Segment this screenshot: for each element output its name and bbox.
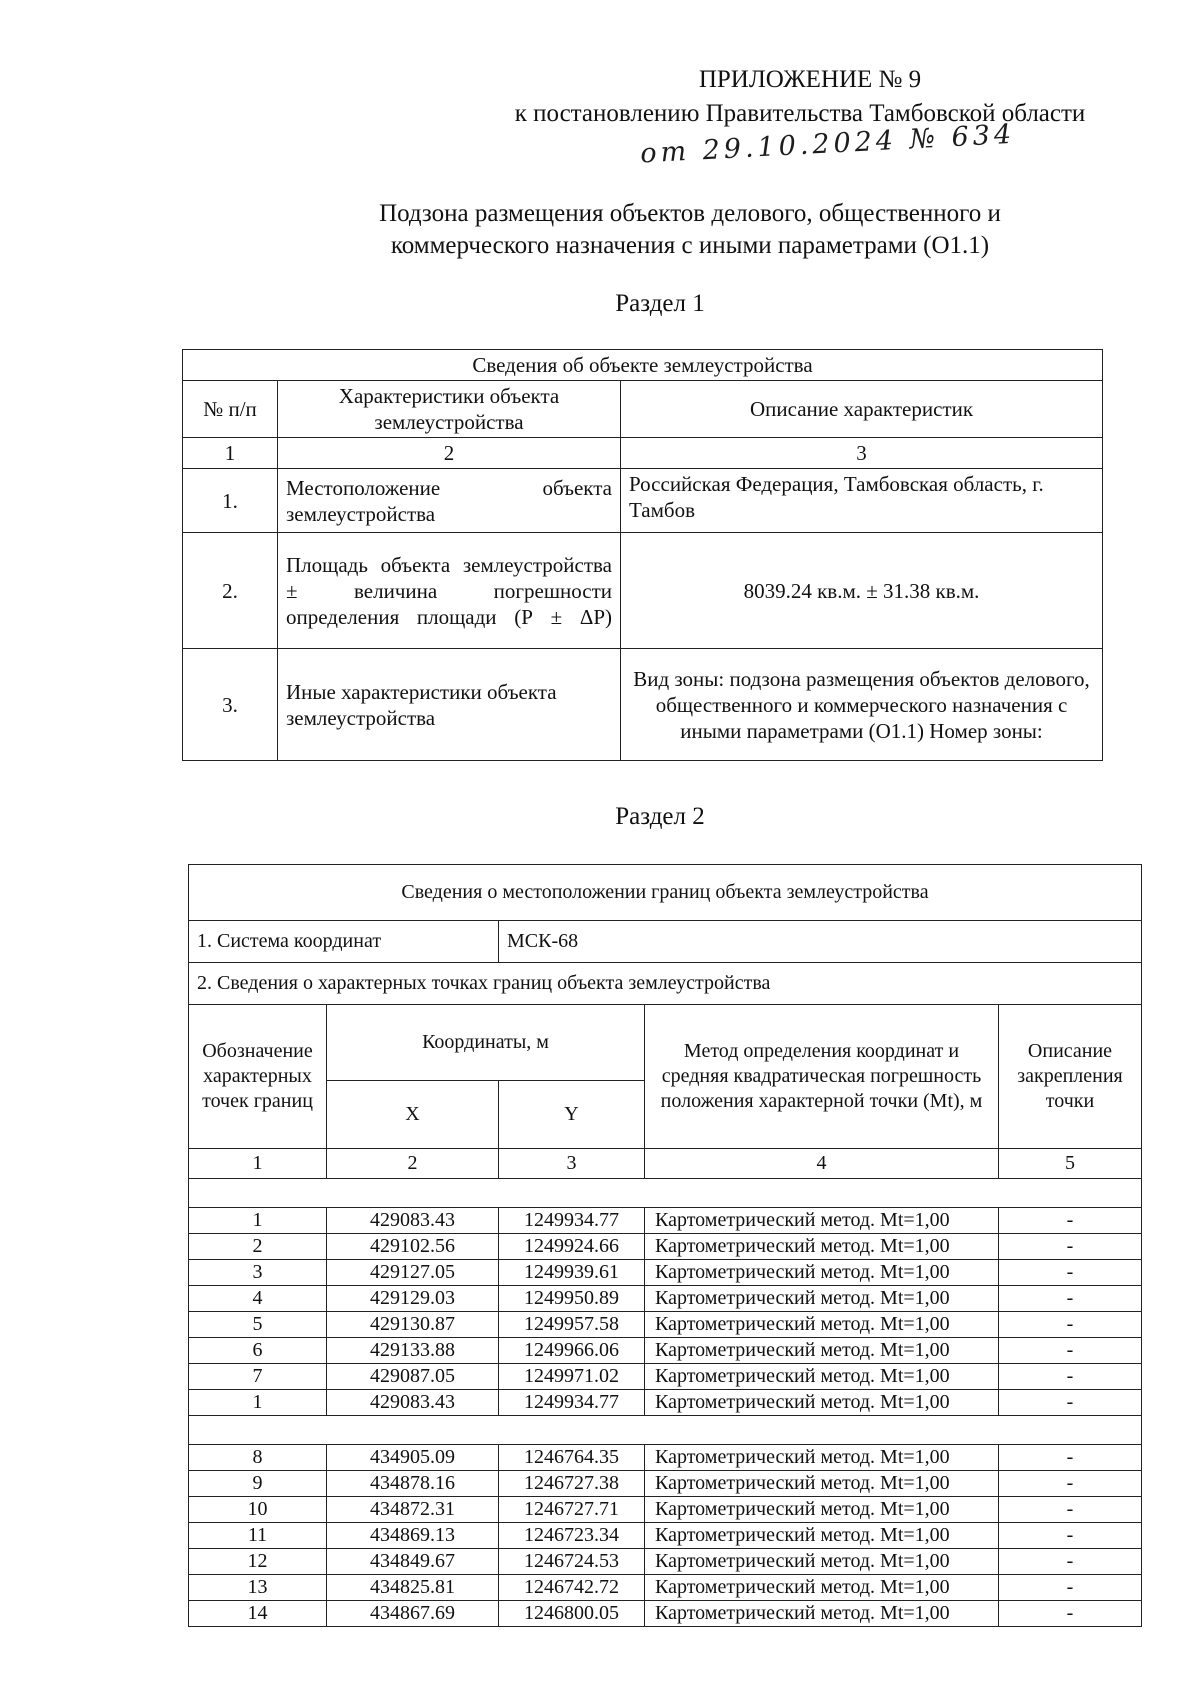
point-number: 5 <box>189 1312 327 1338</box>
point-y: 1246724.53 <box>499 1549 645 1575</box>
point-x: 429127.05 <box>327 1260 499 1286</box>
point-number: 12 <box>189 1549 327 1575</box>
point-fix: - <box>999 1523 1142 1549</box>
point-method: Картометрический метод. Mt=1,00 <box>645 1497 999 1523</box>
point-number: 10 <box>189 1497 327 1523</box>
point-number: 11 <box>189 1523 327 1549</box>
col-number: 3 <box>621 438 1103 469</box>
point-method: Картометрический метод. Mt=1,00 <box>645 1338 999 1364</box>
table-row <box>189 1208 1142 1234</box>
document-title: Подзона размещения объектов делового, общественного и коммерческого назначения с иными параметрами (О1.1) <box>379 200 1001 259</box>
point-y: 1249934.77 <box>499 1208 645 1234</box>
point-fix: - <box>999 1286 1142 1312</box>
point-number: 1 <box>189 1390 327 1416</box>
point-fix: - <box>999 1260 1142 1286</box>
point-number: 8 <box>189 1445 327 1471</box>
row-number: 2. <box>183 533 278 649</box>
table-row <box>189 1260 1142 1286</box>
row-name: Иные характеристики объекта землеустройства <box>278 649 621 761</box>
col-header-characteristics: Характеристики объекта землеустройства <box>278 381 621 438</box>
point-method: Картометрический метод. Mt=1,00 <box>645 1601 999 1627</box>
table-row <box>189 1286 1142 1312</box>
col-number: 2 <box>327 1149 499 1179</box>
col-number: 3 <box>499 1149 645 1179</box>
point-y: 1246727.71 <box>499 1497 645 1523</box>
col-header-coords: Координаты, м <box>327 1005 645 1081</box>
point-method: Картометрический метод. Mt=1,00 <box>645 1260 999 1286</box>
point-method: Картометрический метод. Mt=1,00 <box>645 1312 999 1338</box>
col-header-fix: Описание закрепления точки <box>999 1005 1142 1149</box>
point-x: 434869.13 <box>327 1523 499 1549</box>
table-row <box>189 1234 1142 1260</box>
table-row <box>189 1549 1142 1575</box>
col-header-num: № п/п <box>183 381 278 438</box>
point-x: 434872.31 <box>327 1497 499 1523</box>
coord-system-label: 1. Система координат <box>189 921 499 963</box>
resolution-reference: к постановлению Правительства Тамбовской области <box>514 100 1086 127</box>
section2-heading: Раздел 2 <box>615 803 705 830</box>
coord-system-value: МСК-68 <box>499 921 1142 963</box>
point-y: 1246723.34 <box>499 1523 645 1549</box>
table-row <box>183 533 1103 649</box>
table-row <box>189 1497 1142 1523</box>
row-description: 8039.24 кв.м. ± 31.38 кв.м. <box>621 533 1103 649</box>
point-y: 1249950.89 <box>499 1286 645 1312</box>
col-header-point: Обозначение характерных точек границ <box>189 1005 327 1149</box>
table-row <box>189 1471 1142 1497</box>
point-y: 1249971.02 <box>499 1364 645 1390</box>
row-name: Площадь объекта землеустройства ± величина погрешности определения площади (Р ± ΔР) <box>278 533 621 649</box>
point-number: 6 <box>189 1338 327 1364</box>
point-method: Картометрический метод. Mt=1,00 <box>645 1445 999 1471</box>
point-x: 434825.81 <box>327 1575 499 1601</box>
point-y: 1246800.05 <box>499 1601 645 1627</box>
table-row <box>189 1312 1142 1338</box>
point-fix: - <box>999 1364 1142 1390</box>
point-method: Картометрический метод. Mt=1,00 <box>645 1549 999 1575</box>
point-y: 1246727.38 <box>499 1471 645 1497</box>
point-y: 1249924.66 <box>499 1234 645 1260</box>
point-x: 429083.43 <box>327 1208 499 1234</box>
col-number: 1 <box>189 1149 327 1179</box>
appendix-number: ПРИЛОЖЕНИЕ № 9 <box>698 66 922 93</box>
point-fix: - <box>999 1234 1142 1260</box>
point-x: 434905.09 <box>327 1445 499 1471</box>
point-x: 429129.03 <box>327 1286 499 1312</box>
point-x: 429087.05 <box>327 1364 499 1390</box>
point-number: 9 <box>189 1471 327 1497</box>
col-number: 4 <box>645 1149 999 1179</box>
point-y: 1249939.61 <box>499 1260 645 1286</box>
point-fix: - <box>999 1601 1142 1627</box>
col-header-y: Y <box>499 1081 645 1149</box>
point-fix: - <box>999 1208 1142 1234</box>
point-number: 1 <box>189 1208 327 1234</box>
point-y: 1249934.77 <box>499 1390 645 1416</box>
point-fix: - <box>999 1445 1142 1471</box>
point-group-2 <box>189 1416 1142 1627</box>
col-number: 1 <box>183 438 278 469</box>
point-number: 13 <box>189 1575 327 1601</box>
row-number: 1. <box>183 469 278 533</box>
col-number: 2 <box>278 438 621 469</box>
row-number: 3. <box>183 649 278 761</box>
point-method: Картометрический метод. Mt=1,00 <box>645 1208 999 1234</box>
point-y: 1249966.06 <box>499 1338 645 1364</box>
point-y: 1249957.58 <box>499 1312 645 1338</box>
point-y: 1246764.35 <box>499 1445 645 1471</box>
point-method: Картометрический метод. Mt=1,00 <box>645 1471 999 1497</box>
point-y: 1246742.72 <box>499 1575 645 1601</box>
point-method: Картометрический метод. Mt=1,00 <box>645 1575 999 1601</box>
point-fix: - <box>999 1390 1142 1416</box>
row-description: Вид зоны: подзона размещения объектов делового, общественного и коммерческого назначения с иными параметрами (О1.1) Номер зоны: <box>621 649 1103 761</box>
point-fix: - <box>999 1312 1142 1338</box>
point-x: 434849.67 <box>327 1549 499 1575</box>
point-fix: - <box>999 1471 1142 1497</box>
col-header-description: Описание характеристик <box>621 381 1103 438</box>
point-method: Картометрический метод. Mt=1,00 <box>645 1364 999 1390</box>
table-row <box>183 469 1103 533</box>
point-x: 434867.69 <box>327 1601 499 1627</box>
point-method: Картометрический метод. Mt=1,00 <box>645 1234 999 1260</box>
point-method: Картометрический метод. Mt=1,00 <box>645 1286 999 1312</box>
col-header-method: Метод определения координат и средняя квадратическая погрешность положения характерной точки (Mt), м <box>645 1005 999 1149</box>
points-caption: 2. Сведения о характерных точках границ объекта землеустройства <box>189 963 1142 1005</box>
table-row <box>189 1575 1142 1601</box>
point-number: 4 <box>189 1286 327 1312</box>
point-method: Картометрический метод. Mt=1,00 <box>645 1390 999 1416</box>
table-row <box>189 1523 1142 1549</box>
col-number: 5 <box>999 1149 1142 1179</box>
group-separator <box>189 1416 1142 1445</box>
group-separator <box>189 1179 1142 1208</box>
table-row <box>189 1445 1142 1471</box>
point-x: 429133.88 <box>327 1338 499 1364</box>
point-x: 429102.56 <box>327 1234 499 1260</box>
section1-table <box>182 349 1103 761</box>
point-x: 429130.87 <box>327 1312 499 1338</box>
point-fix: - <box>999 1549 1142 1575</box>
section1-caption: Сведения об объекте землеустройства <box>183 350 1103 381</box>
point-number: 7 <box>189 1364 327 1390</box>
table-row <box>189 1390 1142 1416</box>
point-fix: - <box>999 1338 1142 1364</box>
table-row <box>183 649 1103 761</box>
point-fix: - <box>999 1497 1142 1523</box>
handwritten-date-signature: от 29.10.2024 № 634 <box>639 118 1016 170</box>
point-method: Картометрический метод. Mt=1,00 <box>645 1523 999 1549</box>
point-number: 3 <box>189 1260 327 1286</box>
table-row <box>189 1601 1142 1627</box>
point-number: 14 <box>189 1601 327 1627</box>
point-number: 2 <box>189 1234 327 1260</box>
point-fix: - <box>999 1575 1142 1601</box>
col-header-x: X <box>327 1081 499 1149</box>
section2-table <box>188 864 1142 1627</box>
section1-heading: Раздел 1 <box>615 290 705 317</box>
table-row <box>189 1338 1142 1364</box>
point-x: 434878.16 <box>327 1471 499 1497</box>
table-row <box>189 1364 1142 1390</box>
point-group-1 <box>189 1179 1142 1416</box>
section2-caption: Сведения о местоположении границ объекта землеустройства <box>189 865 1142 921</box>
row-description: Российская Федерация, Тамбовская область, г. Тамбов <box>621 469 1103 533</box>
point-x: 429083.43 <box>327 1390 499 1416</box>
row-name: Местоположение объекта землеустройства <box>278 469 621 533</box>
